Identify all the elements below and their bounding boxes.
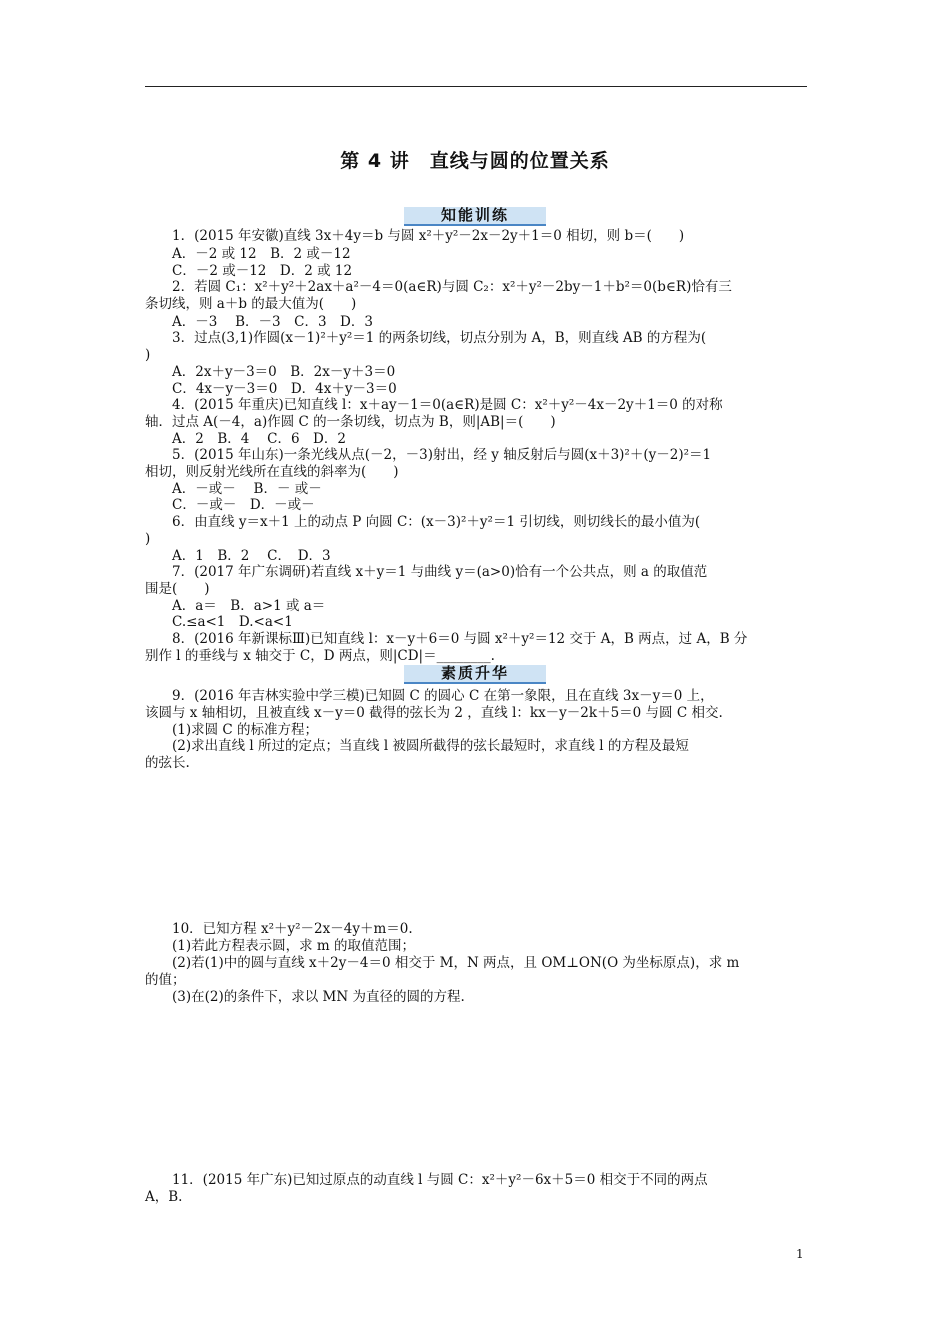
text-line: (1)若此方程表示圆，求 m 的取值范围； <box>145 938 416 954</box>
section-banner-advanced <box>404 665 546 684</box>
text-line: C.≤a<1 D.<a<1 <box>145 614 293 630</box>
text-line: 11．(2015 年广东)已知过原点的动直线 l 与圆 C：x²＋y²－6x＋5＝0 相交于不同的两点 <box>145 1172 708 1188</box>
text-line: 4．(2015 年重庆)已知直线 l：x＋ay－1＝0(a∈R)是圆 C：x²＋y²－4x－2y＋1＝0 的对称 <box>145 397 723 413</box>
text-line: 的值； <box>145 972 186 988</box>
text-line: 3．过点(3,1)作圆(x－1)²＋y²＝1 的两条切线，切点分别为 A，B，则直线 AB 的方程为( <box>145 330 707 346</box>
text-line: (3)在(2)的条件下，求以 MN 为直径的圆的方程. <box>145 989 465 1005</box>
section-label-training: 知能训练 <box>440 206 509 224</box>
text-line: 7．(2017 年广东调研)若直线 x＋y＝1 与曲线 y＝(a>0)恰有一个公共点，则 a 的取值范 <box>145 564 708 580</box>
text-line: A．－2 或 12 B．2 或－12 <box>145 246 351 262</box>
text-line: A．1 B．2 C． D．3 <box>145 548 331 564</box>
text-line: 围是( ) <box>145 581 210 597</box>
text-line: 9．(2016 年吉林实验中学三模)已知圆 C 的圆心 C 在第一象限，且在直线 3x－y＝0 上， <box>145 688 714 704</box>
section-banner-training <box>404 207 546 226</box>
text-line: 2．若圆 C₁：x²＋y²＋2ax＋a²－4＝0(a∈R)与圆 C₂：x²＋y²－2by－1＋b²＝0(b∈R)恰有三 <box>145 279 732 295</box>
text-line: (2)若(1)中的圆与直线 x＋2y－4＝0 相交于 M，N 两点，且 OM⊥ON(O 为坐标原点)，求 m <box>145 955 740 971</box>
text-line: C．－2 或－12 D．2 或 12 <box>145 263 353 279</box>
text-line: 别作 l 的垂线与 x 轴交于 C，D 两点，则|CD|＝________. <box>145 648 495 664</box>
text-line: ) <box>145 347 151 363</box>
text-line: A．－或－ B．－ 或－ <box>145 481 322 497</box>
text-line: 8．(2016 年新课标Ⅲ)已知直线 l：x－y＋6＝0 与圆 x²＋y²＝12 交于 A，B 两点，过 A，B 分 <box>145 631 748 647</box>
text-line: C．－或－ D．－或－ <box>145 497 315 513</box>
text-line: A．2 B．4 C．6 D．2 <box>145 431 346 447</box>
page-title: 第 4 讲 直线与圆的位置关系 <box>340 150 610 172</box>
text-line: A．－3 B．－3 C．3 D．3 <box>145 314 373 330</box>
text-line: 的弦长. <box>145 755 190 771</box>
text-line: 10．已知方程 x²＋y²－2x－4y＋m＝0. <box>145 921 413 937</box>
header-rule <box>145 86 807 87</box>
text-line: (2)求出直线 l 所过的定点；当直线 l 被圆所截得的弦长最短时，求直线 l 的方程及最短 <box>145 738 689 754</box>
page-number: 1 <box>796 1247 804 1261</box>
text-line: 条切线，则 a＋b 的最大值为( ) <box>145 296 357 312</box>
section-label-advanced: 素质升华 <box>440 664 509 682</box>
text-line: A，B. <box>145 1189 183 1205</box>
text-line: A．a＝ B．a>1 或 a＝ <box>145 598 326 614</box>
text-line: ) <box>145 531 151 547</box>
text-line: 6．由直线 y＝x＋1 上的动点 P 向圆 C：(x－3)²＋y²＝1 引切线，则切线长的最小值为( <box>145 514 701 530</box>
text-line: 相切，则反射光线所在直线的斜率为( ) <box>145 464 399 480</box>
text-line: C．4x－y－3＝0 D．4x＋y－3＝0 <box>145 381 397 397</box>
text-line: (1)求圆 C 的标准方程； <box>145 722 319 738</box>
text-line: 1．(2015 年安徽)直线 3x＋4y＝b 与圆 x²＋y²－2x－2y＋1＝0 相切，则 b＝( ) <box>145 228 685 244</box>
text-line: A．2x＋y－3＝0 B．2x－y＋3＝0 <box>145 364 396 380</box>
text-line: 轴．过点 A(－4，a)作圆 C 的一条切线，切点为 B，则|AB|＝( ) <box>145 414 556 430</box>
text-line: 5．(2015 年山东)一条光线从点(－2，－3)射出，经 y 轴反射后与圆(x＋3)²＋(y－2)²＝1 <box>145 447 712 463</box>
text-line: 该圆与 x 轴相切，且被直线 x－y＝0 截得的弦长为 2 ，直线 l：kx－y－2k＋5＝0 与圆 C 相交. <box>145 705 723 721</box>
